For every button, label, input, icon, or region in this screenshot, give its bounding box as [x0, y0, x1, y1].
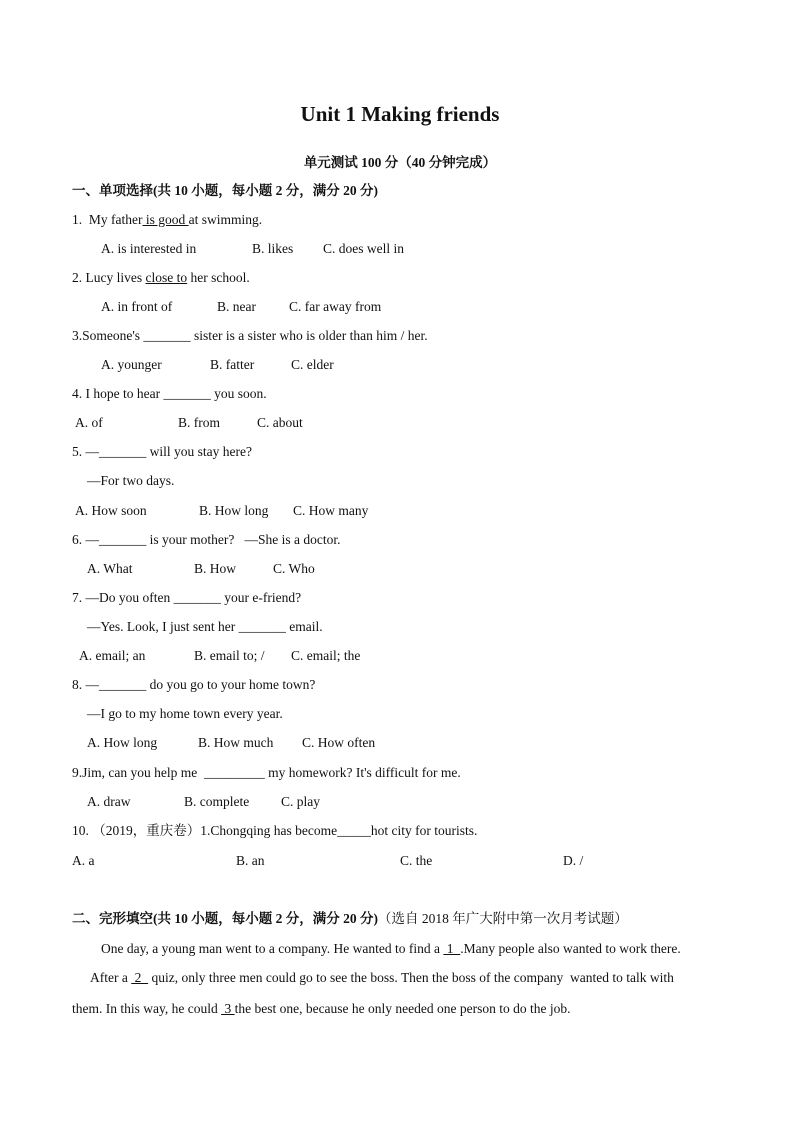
q2-option-a: A. in front of [101, 299, 173, 314]
q10-option-b: B. an [236, 853, 265, 868]
q5-option-a: A. How soon [75, 503, 147, 518]
q9-option-c: C. play [281, 794, 320, 809]
q6-option-a: A. What [87, 561, 133, 576]
q6-option-b: B. How [194, 561, 237, 576]
q4-option-a: A. of [75, 415, 103, 430]
q7-option-c: C. email; the [291, 648, 361, 663]
q3-option-b: B. fatter [210, 357, 255, 372]
q1-post: at swimming. [188, 212, 263, 227]
q2-option-c: C. far away from [289, 299, 382, 314]
passage-line-2 [90, 969, 674, 987]
q1-pre: 1. My father [72, 212, 143, 227]
question-2 [72, 269, 250, 287]
q9-option-b: B. complete [184, 794, 250, 809]
question-7: 7. —Do you often _______ your e-friend? [72, 590, 302, 605]
question-1 [72, 211, 262, 229]
passage-l1-post: .Many people also wanted to work there. [460, 941, 681, 956]
question-5: 5. —_______ will you stay here? [72, 444, 252, 459]
q1-option-b: B. likes [252, 241, 294, 256]
q1-underlined: is good [142, 212, 189, 227]
question-3: 3.Someone's _______ sister is a sister who is older than him / her. [72, 328, 428, 343]
q10-option-a: A. a [72, 853, 95, 868]
passage-l1-pre: One day, a young man went to a company. He wanted to find a [101, 941, 444, 956]
q8-option-a: A. How long [87, 735, 158, 750]
passage-l2-pre: After a [90, 970, 132, 985]
question-10: 10. （2019，重庆卷）1.Chongqing has become_____hot city for tourists. [72, 823, 478, 838]
q6-option-c: C. Who [273, 561, 315, 576]
q4-option-c: C. about [257, 415, 303, 430]
question-7-answer: —Yes. Look, I just sent her _______ email. [87, 619, 323, 634]
section2-note: （选自 2018 年广大附中第一次月考试题） [378, 911, 628, 926]
passage-line-1 [101, 940, 681, 958]
q8-option-b: B. How much [198, 735, 274, 750]
q5-option-b: B. How long [199, 503, 269, 518]
q4-option-b: B. from [178, 415, 220, 430]
q1-option-c: C. does well in [323, 241, 404, 256]
question-4: 4. I hope to hear _______ you soon. [72, 386, 267, 401]
section2-heading-row [72, 910, 628, 928]
q1-option-a: A. is interested in [101, 241, 197, 256]
q9-option-a: A. draw [87, 794, 131, 809]
question-8: 8. —_______ do you go to your home town? [72, 677, 316, 692]
passage-l2-post: quiz, only three men could go to see the boss. Then the boss of the company wanted to talk with [148, 970, 674, 985]
question-9: 9.Jim, can you help me _________ my homework? It's difficult for me. [72, 765, 461, 780]
passage-l3-pre: them. In this way, he could [72, 1001, 222, 1016]
q3-option-c: C. elder [291, 357, 334, 372]
q7-option-b: B. email to; / [194, 648, 265, 663]
question-8-answer: —I go to my home town every year. [87, 706, 283, 721]
blank-2: 2 [131, 970, 149, 985]
blank-3: 3 [221, 1001, 235, 1016]
q10-option-d: D. / [563, 853, 584, 868]
section1-heading: 一、单项选择(共 10 小题，每小题 2 分，满分 20 分) [72, 183, 378, 198]
q2-post: her school. [187, 270, 250, 285]
q8-option-c: C. How often [302, 735, 376, 750]
q10-option-c: C. the [400, 853, 433, 868]
page-title: Unit 1 Making friends [300, 102, 500, 126]
q7-option-a: A. email; an [79, 648, 146, 663]
q2-pre: 2. Lucy lives [72, 270, 146, 285]
q2-option-b: B. near [217, 299, 256, 314]
section2-heading: 二、完形填空(共 10 小题，每小题 2 分，满分 20 分) [72, 911, 378, 926]
passage-l3-post: the best one, because he only needed one person to do the job. [234, 1001, 571, 1016]
q3-option-a: A. younger [101, 357, 162, 372]
blank-1: 1 [443, 941, 461, 956]
page-subtitle: 单元测试 100 分（40 分钟完成） [303, 155, 497, 170]
question-5-answer: —For two days. [87, 473, 175, 488]
passage-line-3 [72, 1000, 571, 1018]
q2-underlined: close to [145, 270, 188, 285]
question-6: 6. —_______ is your mother? —She is a doctor. [72, 532, 341, 547]
q5-option-c: C. How many [293, 503, 369, 518]
